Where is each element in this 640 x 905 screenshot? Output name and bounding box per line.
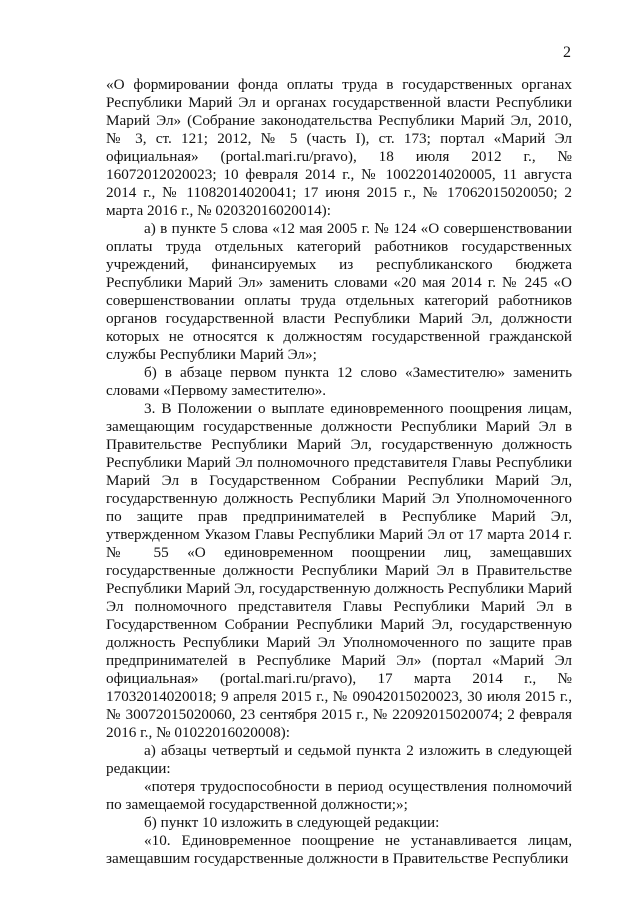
document-body — [106, 76, 572, 868]
paragraph-item-10: «10. Единовременное поощрение не устанавливается лицам, замещавшим государственные должности в Правительстве Республики — [106, 832, 572, 867]
paragraph-section-3: 3. В Положении о выплате единовременного поощрения лицам, замещающим государственные должности Республики Марий Эл в Правительстве Республики Марий Эл, государственную должность Республики Марий Эл полномочного представителя Главы Республики Марий Эл в Государственном Собрании Республики Марий Эл, государственную должность Республики Марий Эл Уполномоченного по защите прав предпринимателей в Республике Марий Эл, утвержденном Указом Главы Республики Марий Эл от 17 марта 2014 г. № 55 «О единовременном поощрении лиц, замещавших государственные должности Республики Марий Эл в Правительстве Республики Марий Эл, государственную должность Республики Марий Эл полномочного представителя Главы Республики Марий Эл в Государственном Собрании Республики Марий Эл, государственную должность Республики Марий Эл Уполномоченного по защите прав предпринимателей в Республике Марий Эл» (портал «Марий Эл официальная» (portal.mari.ru/pravo), 17 марта 2014 г., № 17032014020018; 9 апреля 2015 г., № 09042015020023, 30 июля 2015 г., № 30072015020060, 23 сентября 2015 г., № 22092015020074; 2 февраля 2016 г., № 01022016020008): — [106, 400, 572, 741]
paragraph-sub-b: б) пункт 10 изложить в следующей редакции: — [144, 814, 440, 831]
paragraph-quote: «потеря трудоспособности в период осуществления полномочий по замещаемой государственной должности;»; — [106, 778, 572, 813]
paragraph-item-a: а) в пункте 5 слова «12 мая 2005 г. № 124 «О совершенствовании оплаты труда отдельных категорий работников государственных учреждений, финансируемых из республиканского бюджета Республики Марий Эл» заменить словами «20 мая 2014 г. № 245 «О совершенствовании оплаты труда отдельных категорий работников органов государственной власти Республики Марий Эл, должности которых не относятся к должностям государственной гражданской службы Республики Марий Эл»; — [106, 220, 572, 363]
paragraph-intro: «О формировании фонда оплаты труда в государственных органах Республики Марий Эл и органах государственной власти Республики Марий Эл» (Собрание законодательства Республики Марий Эл, 2010, № 3, ст. 121; 2012, № 5 (часть I), ст. 173; портал «Марий Эл официальная» (portal.mari.ru/pravo), 18 июля 2012 г., № 16072012020023; 10 февраля 2014 г., № 10022014020005, 11 августа 2014 г., № 11082014020041; 17 июня 2015 г., № 17062015020050; 2 марта 2016 г., № 02032016020014): — [106, 76, 572, 219]
paragraph-item-b: б) в абзаце первом пункта 12 слово «Заместителю» заменить словами «Первому заместителю». — [106, 364, 572, 399]
page-number: 2 — [563, 44, 571, 61]
paragraph-sub-a: а) абзацы четвертый и седьмой пункта 2 изложить в следующей редакции: — [106, 742, 572, 777]
